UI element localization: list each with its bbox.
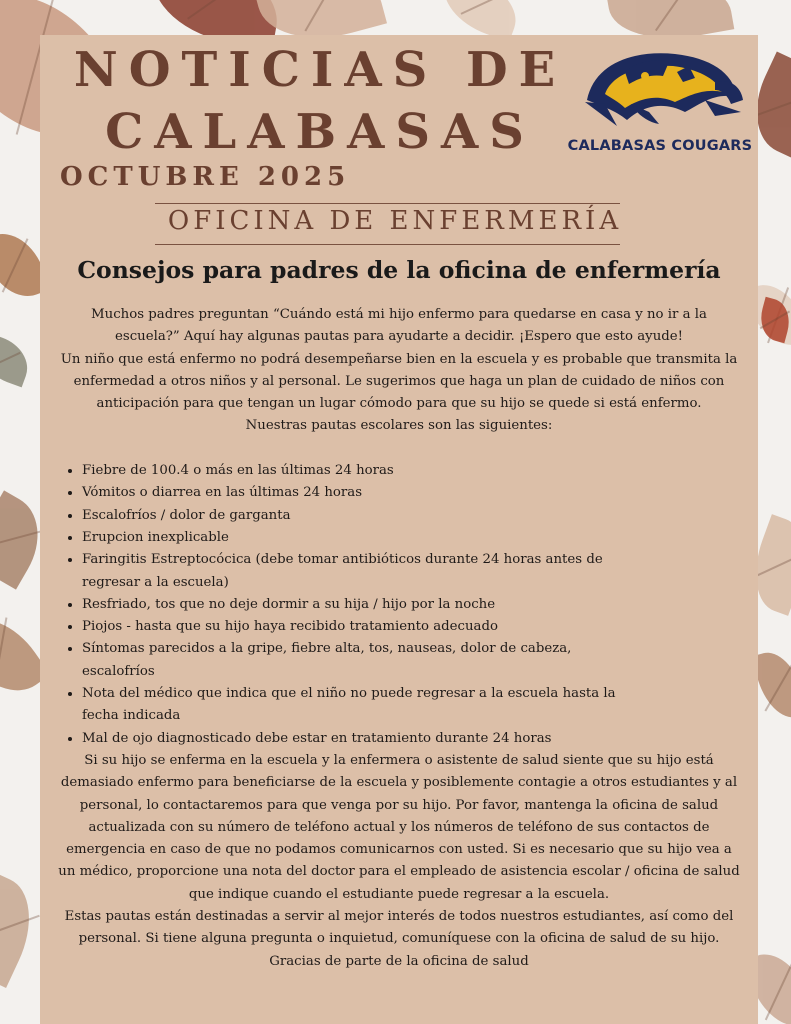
list-item: • Vómitos o diarrea en las últimas 24 horas xyxy=(82,482,642,504)
spacer xyxy=(58,438,740,460)
team-name-label: CALABASAS COUGARS xyxy=(567,138,753,154)
list-item: • Piojos - hasta que su hijo haya recibido tratamiento adecuado xyxy=(82,616,642,638)
list-item: • Faringitis Estreptocócica (debe tomar antibióticos durante 24 horas antes de regresar a la escuela) xyxy=(82,549,642,594)
leaf-shape xyxy=(0,333,35,388)
article-heading: Consejos para padres de la oficina de enfermería xyxy=(77,256,721,284)
divider-top xyxy=(155,203,620,204)
department-title: OFICINA DE ENFERMERÍA xyxy=(167,206,623,236)
sick-at-school-paragraph: Si su hijo se enferma en la escuela y la enfermera o asistente de salud siente que su hijo está demasiado enfermo para beneficiarse de la escuela y posiblemente contagie a otros estudiantes y al personal, lo contactaremos para que venga por su hijo. Por favor, mantenga la oficina de salud actualizada con su número de teléfono actual y los números de teléfono de sus contactos de emergencia en caso de que no podamos comunicarnos con usted. Si es necesario que su hijo vea a un médico, proporcione una nota del doctor para el empleado de asistencia escolar / oficina de salud que indique cuando el estudiante puede regresar a la escuela. xyxy=(58,752,740,902)
article-body xyxy=(58,304,740,973)
list-item: • Fiebre de 100.4 o más en las últimas 24 horas xyxy=(82,460,642,482)
list-item: • Nota del médico que indica que el niño no puede regresar a la escuela hasta la fecha indicada xyxy=(82,683,642,728)
list-item: • Erupcion inexplicable xyxy=(82,527,642,549)
newsletter-title-line1: NOTICIAS DE xyxy=(73,42,567,98)
illness-paragraph: Un niño que está enfermo no podrá desempeñarse bien en la escuela y es probable que transmita la enfermedad a otros niños y al personal. Le sugerimos que haga un plan de cuidado de niños con anticipación para que tengan un lugar cómodo para que su hijo se quede si está enfermo. xyxy=(60,351,738,412)
cougars-logo xyxy=(565,42,755,162)
guidelines-list xyxy=(58,460,642,750)
list-item: • Resfriado, tos que no deje dormir a su hija / hijo por la noche xyxy=(82,594,642,616)
closing-paragraph: Estas pautas están destinadas a servir al mejor interés de todos nuestros estudiantes, así como del personal. Si tiene alguna pregunta o inquietud, comuníquese con la oficina de salud de su hijo. xyxy=(64,909,734,947)
signature-line: Gracias de parte de la oficina de salud xyxy=(269,953,529,969)
list-item: • Mal de ojo diagnosticado debe estar en tratamiento durante 24 horas xyxy=(82,728,642,750)
newsletter-title-line2: CALABASAS xyxy=(105,104,535,160)
cougar-mascot-icon xyxy=(565,42,755,137)
intro-paragraph: Muchos padres preguntan “Cuándo está mi hijo enfermo para quedarse en casa y no ir a la escuela?” Aquí hay algunas pautas para ayudarte a decidir. ¡Espero que esto ayude! xyxy=(91,307,707,345)
guidelines-intro: Nuestras pautas escolares son las siguientes: xyxy=(245,418,553,434)
list-item: • Escalofríos / dolor de garganta xyxy=(82,505,642,527)
divider-bottom xyxy=(155,244,620,245)
issue-month: OCTUBRE 2025 xyxy=(60,162,351,192)
list-item: • Síntomas parecidos a la gripe, fiebre alta, tos, nauseas, dolor de cabeza, escalofríos xyxy=(82,638,642,683)
